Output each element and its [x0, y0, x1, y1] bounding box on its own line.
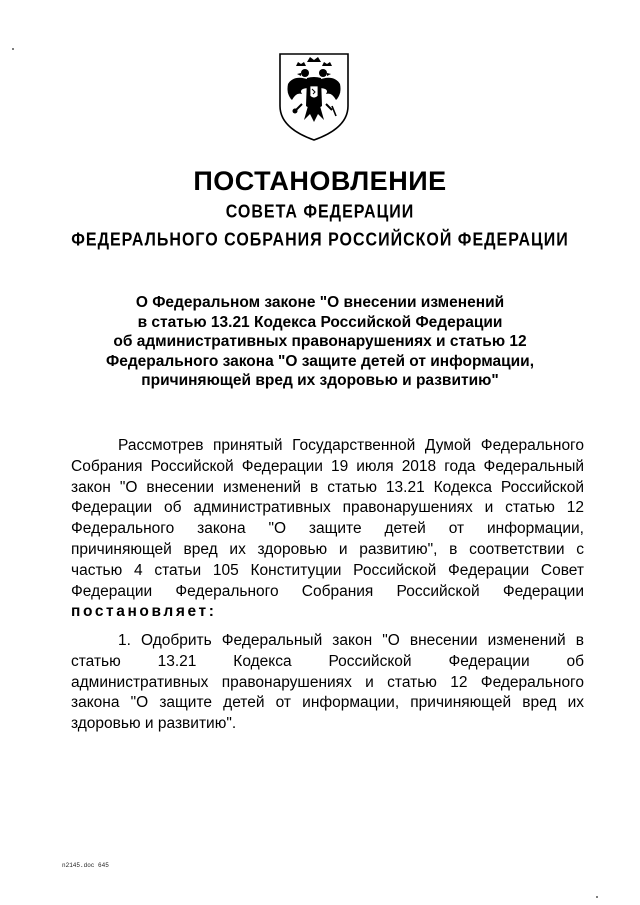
resolution-subject	[80, 293, 560, 391]
preamble-paragraph	[71, 436, 584, 623]
subject-line: Федерального закона "О защите детей от информации,	[105, 352, 535, 370]
subject-line: О Федеральном законе "О внесении изменений	[135, 294, 505, 311]
document-subtitle-council: СОВЕТА ФЕДЕРАЦИИ	[225, 202, 415, 223]
paragraph-line: здоровью и развитию".	[71, 715, 237, 733]
coat-of-arms-icon	[274, 48, 354, 142]
paragraph-line: Федерального закона "О защите детей от информации,	[71, 520, 584, 538]
paragraph-line: частью 4 статьи 105 Конституции Российской Федерации Совет	[71, 561, 584, 579]
paragraph-line: причиняющей вред их здоровью и развитию", в соответствии с	[71, 540, 584, 558]
paragraph-line: Собрания Российской Федерации 19 июля 2018 года Федеральный	[71, 457, 584, 475]
decision-paragraph	[71, 631, 584, 735]
paragraph-line: 1. Одобрить Федеральный закон "О внесении изменений в	[118, 632, 584, 649]
paragraph-line: закона "О защите детей от информации, причиняющей вред их	[71, 694, 584, 712]
paragraph-line: статью 13.21 Кодекса Российской Федерации об	[71, 652, 584, 670]
document-subtitle-assembly: ФЕДЕРАЛЬНОГО СОБРАНИЯ РОССИЙСКОЙ ФЕДЕРАЦИИ	[71, 230, 569, 251]
decree-word: постановляет:	[71, 603, 217, 621]
paragraph-line: закон "О внесении изменений в статью 13.21 Кодекса Российской	[71, 478, 584, 496]
document-code: n2145.doc 645	[62, 862, 109, 869]
paragraph-line: административных правонарушениях и статью 12 Федерального	[71, 673, 584, 691]
scan-speck	[596, 896, 598, 898]
paragraph-line: Федерации Федерального Собрания Российской Федерации	[71, 582, 584, 600]
scan-speck	[12, 48, 14, 50]
subject-line: причиняющей вред их здоровью и развитию"	[141, 372, 499, 389]
paragraph-line: Федерации об административных правонарушениях и статью 12	[71, 499, 584, 517]
subject-line: в статью 13.21 Кодекса Российской Федерации	[137, 313, 503, 331]
subject-line: об административных правонарушениях и статью 12	[113, 333, 527, 350]
document-title: ПОСТАНОВЛЕНИЕ	[193, 166, 447, 196]
paragraph-line: Рассмотрев принятый Государственной Думой Федерального	[118, 437, 584, 454]
